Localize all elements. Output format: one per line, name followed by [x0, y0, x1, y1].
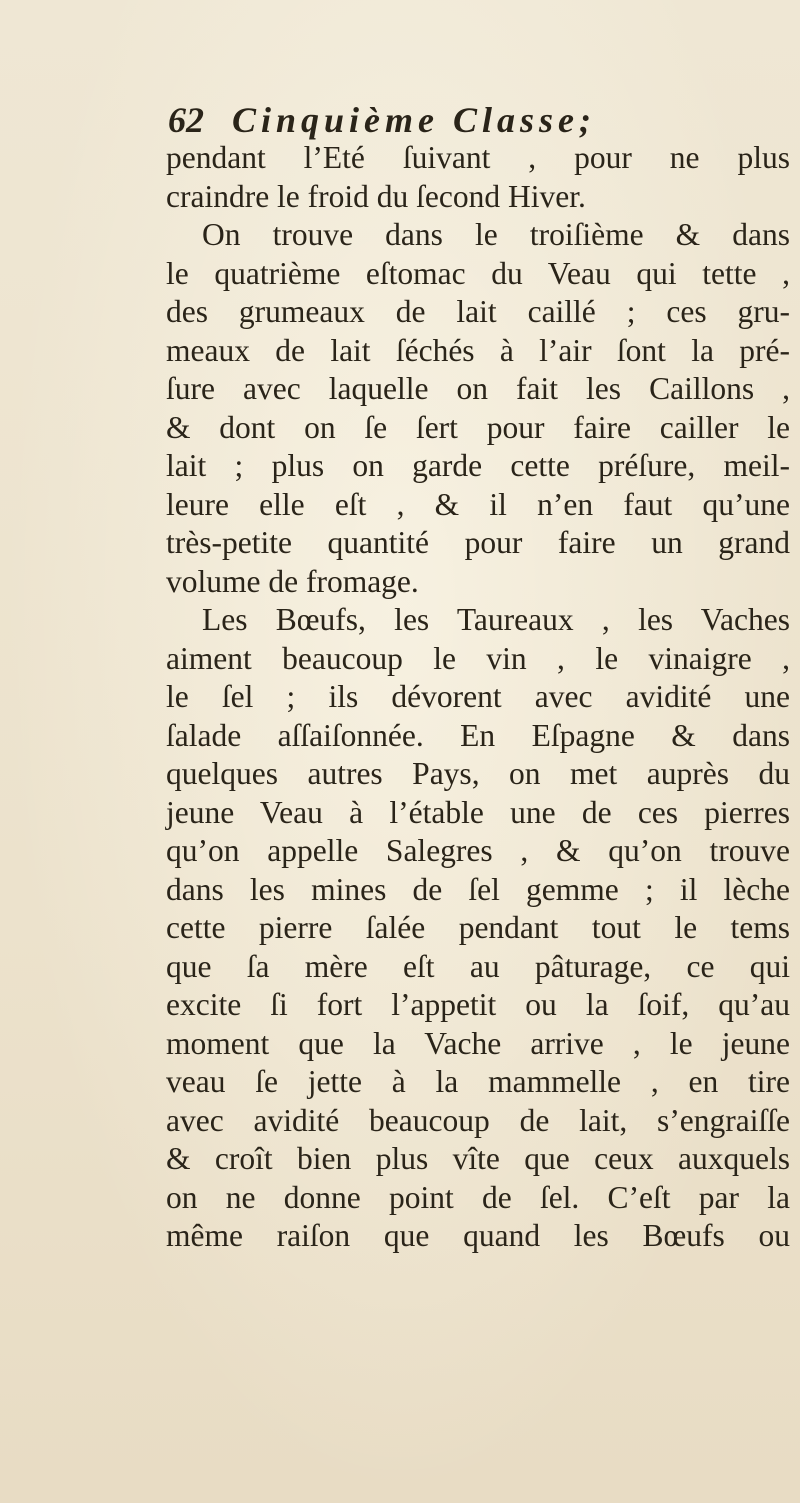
text-line: On trouve dans le troiſième & dans: [202, 217, 790, 252]
text-line: meaux de lait ſéchés à l’air ſont la pré-: [166, 332, 790, 368]
text-line: pendant l’Eté ſuivant , pour ne plus: [166, 140, 790, 175]
text-line: excite ſi fort l’appetit ou la ſoif, qu’au: [166, 987, 790, 1022]
text-line: on ne donne point de ſel. C’eſt par la: [166, 1179, 790, 1215]
text-line: qu’on appelle Salegres , & qu’on trouve: [166, 833, 790, 868]
text-line: même raiſon que quand les Bœufs ou: [166, 1218, 790, 1253]
text-line: des grumeaux de lait caillé ; ces gru-: [166, 294, 790, 329]
text-line: quelques autres Pays, on met auprès du: [166, 756, 790, 791]
text-line: avec avidité beaucoup de lait, s’engraiſſe: [166, 1102, 790, 1138]
text-line: jeune Veau à l’étable une de ces pierres: [166, 794, 790, 830]
text-line: volume de fromage.: [166, 563, 419, 599]
text-line: leure elle eſt , & il n’en faut qu’une: [166, 486, 790, 522]
text-line: veau ſe jette à la mammelle , en tire: [166, 1064, 790, 1099]
text-line: cette pierre ſalée pendant tout le tems: [166, 910, 790, 945]
text-line: Les Bœufs, les Taureaux , les Vaches: [202, 602, 790, 637]
text-line: le quatrième eſtomac du Veau qui tette ,: [166, 255, 790, 291]
text-line: ſure avec laquelle on fait les Caillons ,: [166, 371, 790, 406]
running-title: Cinquième Classe;: [232, 100, 597, 140]
text-line: & dont on ſe ſert pour faire cailler le: [166, 409, 790, 445]
text-line: dans les mines de ſel gemme ; il lèche: [166, 871, 790, 907]
text-line: le ſel ; ils dévorent avec avidité une: [166, 679, 790, 714]
text-line: que ſa mère eſt au pâturage, ce qui: [166, 948, 790, 984]
page-number: 62: [168, 100, 204, 140]
text-line: aiment beaucoup le vin , le vinaigre ,: [166, 640, 790, 676]
text-line: craindre le froid du ſecond Hiver.: [166, 178, 586, 214]
text-line: & croît bien plus vîte que ceux auxquels: [166, 1141, 790, 1176]
text-line: très-petite quantité pour faire un grand: [166, 525, 790, 560]
running-head: [168, 96, 788, 144]
body-text: [166, 139, 790, 1256]
text-line: moment que la Vache arrive , le jeune: [166, 1025, 790, 1061]
text-line: ſalade aſſaiſonnée. En Eſpagne & dans: [166, 717, 790, 753]
text-line: lait ; plus on garde cette préſure, meil-: [166, 448, 790, 483]
